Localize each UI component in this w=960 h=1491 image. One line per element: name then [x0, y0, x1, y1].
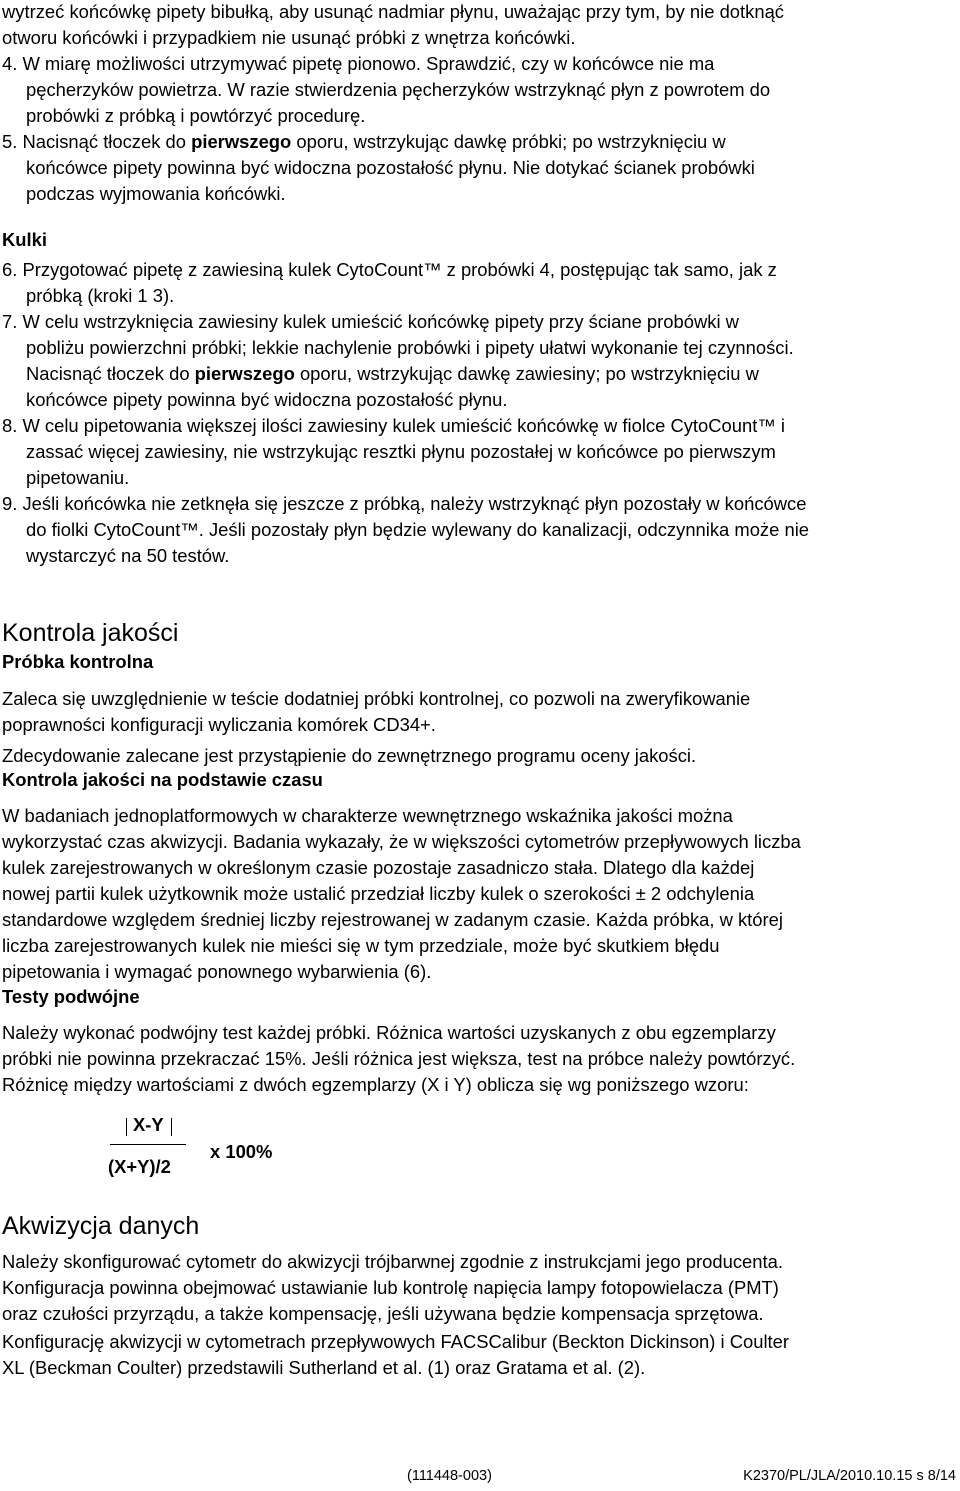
step4-line-3: probówki z próbką i powtórzyć procedurę. [26, 105, 366, 126]
step8-line-1: 8. W celu pipetowania większej ilości zawiesiny kulek umieścić końcówkę w fiolce CytoCount™ i [2, 415, 785, 436]
dup-line-1: Należy wykonać podwójny test każdej próbki. Różnica wartości uzyskanych z obu egzemplarzy [2, 1022, 776, 1043]
time-qc-paragraph [2, 803, 958, 985]
time-line-7: pipetowania i wymagać ponownego wybarwienia (6). [2, 961, 432, 982]
formula-denominator: (X+Y)/2 [108, 1156, 171, 1177]
duplicate-tests-paragraph [2, 1020, 958, 1098]
dup-line-3: Różnicę między wartościami z dwóch egzemplarzy (X i Y) oblicza się wg poniższego wzoru: [2, 1074, 749, 1095]
step7-bold-word: pierwszego [194, 363, 295, 384]
sample-control-paragraph-2 [2, 743, 958, 769]
acq-p1-line-3: oraz czułości przyrządu, a także kompensację, jeśli używana będzie kompensacja sprzętowa. [2, 1303, 764, 1324]
step7-line-1: 7. W celu wstrzyknięcia zawiesiny kulek umieścić końcówkę pipety przy ściane probówki w [2, 311, 739, 332]
sample-control-heading: Próbka kontrolna [2, 651, 154, 672]
step5-line-3: podczas wyjmowania końcówki. [26, 183, 286, 204]
acquisition-title: Akwizycja danych [2, 1212, 200, 1240]
step9-line-2: do fiolki CytoCount™. Jeśli pozostały płyn będzie wylewany do kanalizacji, odczynnika może nie [26, 519, 810, 540]
time-line-2: wykorzystać czas akwizycji. Badania wykazały, że w większości cytometrów przepływowych liczba [2, 831, 801, 852]
step4-line-2: pęcherzyków powietrza. W razie stwierdzenia pęcherzyków wstrzyknąć płyn z powrotem do [26, 79, 771, 100]
abs-bar-left [126, 1118, 127, 1136]
step5-bold-word: pierwszego [191, 131, 292, 152]
kulki-steps-block [2, 257, 958, 569]
step7-line-2: pobliżu powierzchni próbki; lekkie nachylenie probówki i pipety ułatwi wykonanie tej czynności. [26, 337, 794, 358]
acquisition-paragraph-2 [2, 1329, 958, 1381]
acq-p2-line-1: Konfigurację akwizycji w cytometrach przepływowych FACSCalibur (Beckton Dickinson) i Coulter [2, 1331, 789, 1352]
step5-text-b: oporu, wstrzykując dawkę próbki; po wstrzyknięciu w [291, 131, 726, 152]
step5-line-1 [2, 129, 958, 155]
footer-document-number: (111448-003) [407, 1468, 492, 1484]
formula-numerator: X-Y [133, 1114, 164, 1135]
dup-line-2: próbki nie powinna przekraczać 15%. Jeśli różnica jest większa, test na próbce należy powtórzyć. [2, 1048, 796, 1069]
formula-multiplier: x 100% [210, 1141, 273, 1162]
acq-p1-line-2: Konfiguracja powinna obejmować ustawianie lub kontrolę napięcia lampy fotopowielacza (PMT) [2, 1277, 779, 1298]
acq-p2-line-2: XL (Beckman Coulter) przedstawili Sutherland et al. (1) oraz Gratama et al. (2). [2, 1357, 646, 1378]
step3-continuation-line-1: wytrzeć końcówkę pipety bibułką, aby usunąć nadmiar płynu, uważając przy tym, by nie dotknąć [2, 1, 784, 22]
sample-p1-line-2: poprawności konfiguracji wyliczania komórek CD34+. [2, 714, 436, 735]
step4-line-1: 4. W miarę możliwości utrzymywać pipetę pionowo. Sprawdzić, czy w końcówce nie ma [2, 53, 715, 74]
step5-line-2: końcówce pipety powinna być widoczna pozostałość płynu. Nie dotykać ścianek probówki [26, 157, 755, 178]
step9-line-3: wystarczyć na 50 testów. [26, 545, 230, 566]
fraction-line [110, 1144, 186, 1145]
duplicate-tests-heading: Testy podwójne [2, 986, 140, 1007]
step8-line-3: pipetowaniu. [26, 467, 130, 488]
time-line-4: nowej partii kulek użytkownik może ustalić przedział liczby kulek o szerokości ± 2 odchylenia [2, 883, 755, 904]
sample-control-paragraph-1 [2, 686, 958, 738]
step7-line-3 [2, 361, 958, 387]
time-line-1: W badaniach jednoplatformowych w charakterze wewnętrznego wskaźnika jakości można [2, 805, 733, 826]
step7-line-4: końcówce pipety powinna być widoczna pozostałość płynu. [26, 389, 508, 410]
acq-p1-line-1: Należy skonfigurować cytometr do akwizycji trójbarwnej zgodnie z instrukcjami jego producenta. [2, 1251, 783, 1272]
step9-line-1: 9. Jeśli końcówka nie zetknęła się jeszcze z próbką, należy wstrzyknąć płyn pozostały w końcówce [2, 493, 807, 514]
step5-text-a: 5. Nacisnąć tłoczek do [2, 131, 192, 152]
kulki-heading: Kulki [2, 229, 47, 250]
time-qc-heading: Kontrola jakości na podstawie czasu [2, 769, 323, 790]
step6-line-1: 6. Przygotować pipetę z zawiesiną kulek CytoCount™ z probówki 4, postępując tak samo, jak z [2, 259, 777, 280]
time-line-6: liczba zarejestrowanych kulek nie mieści się w tym przedziale, może być skutkiem błędu [2, 935, 720, 956]
step6-line-2: próbką (kroki 1 3). [26, 285, 175, 306]
step7-text-b: oporu, wstrzykując dawkę zawiesiny; po wstrzyknięciu w [294, 363, 759, 384]
footer-page-reference: K2370/PL/JLA/2010.10.15 s 8/14 [743, 1468, 956, 1484]
step3-continuation-line-2: otworu końcówki i przypadkiem nie usunąć próbki z wnętrza końcówki. [2, 27, 576, 48]
sample-p1-line-1: Zaleca się uwzględnienie w teście dodatniej próbki kontrolnej, co pozwoli na zweryfikowanie [2, 688, 751, 709]
sample-p2-line-1: Zdecydowanie zalecane jest przystąpienie do zewnętrznego programu oceny jakości. [2, 745, 697, 766]
time-line-5: standardowe względem średniej liczby rejestrowanej w zadanym czasie. Każda próbka, w której [2, 909, 783, 930]
steps-top-block [2, 0, 958, 207]
qc-title: Kontrola jakości [2, 619, 179, 647]
step8-line-2: zassać więcej zawiesiny, nie wstrzykując resztki płynu pozostałej w końcówce po pierwszym [26, 441, 776, 462]
time-line-3: kulek zarejestrowanych w określonym czasie pozostaje zasadniczo stała. Dlatego dla każdej [2, 857, 755, 878]
abs-bar-right [171, 1118, 172, 1136]
step7-text-a: Nacisnąć tłoczek do [26, 363, 195, 384]
acquisition-paragraph-1 [2, 1249, 958, 1327]
